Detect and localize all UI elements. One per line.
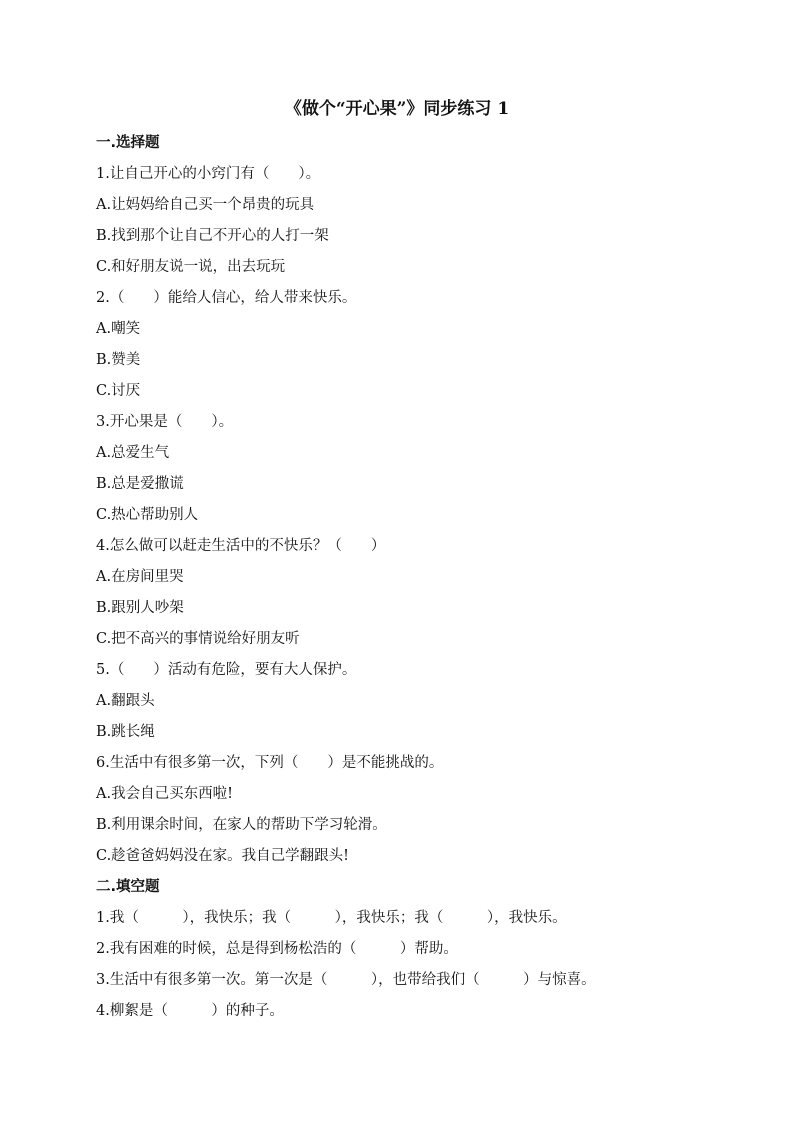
option-5a: A.翻跟头 — [96, 693, 155, 709]
page-title: 《做个“开心果”》同步练习 1 — [284, 99, 510, 119]
question-5: 5.（ ）活动有危险，要有大人保护。 — [96, 662, 357, 678]
option-2b: B.赞美 — [96, 352, 141, 368]
option-3c: C.热心帮助别人 — [96, 507, 199, 523]
question-3: 3.开心果是（ ）。 — [96, 414, 234, 430]
fill-question-1: 1.我（ ），我快乐；我（ ），我快乐；我（ ），我快乐。 — [96, 910, 567, 926]
option-4b: B.跟别人吵架 — [96, 600, 184, 616]
fill-question-3: 3.生活中有很多第一次。第一次是（ ），也带给我们（ ）与惊喜。 — [96, 972, 596, 988]
option-3b: B.总是爱撒谎 — [96, 476, 184, 492]
worksheet-content — [96, 130, 716, 1029]
option-5b: B.跳长绳 — [96, 724, 155, 740]
option-4a: A.在房间里哭 — [96, 569, 184, 585]
question-6: 6.生活中有很多第一次，下列（ ）是不能挑战的。 — [96, 755, 444, 771]
option-6b: B.利用课余时间，在家人的帮助下学习轮滑。 — [96, 817, 387, 833]
question-2: 2.（ ）能给人信心，给人带来快乐。 — [96, 290, 357, 306]
option-3a: A.总爱生气 — [96, 445, 170, 461]
option-2a: A.嘲笑 — [96, 321, 141, 337]
option-1a: A.让妈妈给自己买一个昂贵的玩具 — [96, 197, 315, 213]
option-1c: C.和好朋友说一说，出去玩玩 — [96, 259, 286, 275]
fill-question-2: 2.我有困难的时候，总是得到杨松浩的（ ）帮助。 — [96, 941, 458, 957]
option-4c: C.把不高兴的事情说给好朋友听 — [96, 631, 300, 647]
fill-question-4: 4.柳絮是（ ）的种子。 — [96, 1003, 284, 1019]
option-1b: B.找到那个让自己不开心的人打一架 — [96, 228, 329, 244]
option-2c: C.讨厌 — [96, 383, 141, 399]
section-heading-choice: 一.选择题 — [96, 135, 160, 151]
question-4: 4.怎么做可以赶走生活中的不快乐？（ ） — [96, 538, 386, 554]
question-1: 1.让自己开心的小窍门有（ ）。 — [96, 166, 321, 182]
option-6c: C.趁爸爸妈妈没在家。我自己学翻跟头! — [96, 848, 350, 864]
option-6a: A.我会自己买东西啦! — [96, 786, 233, 802]
section-heading-fill: 二.填空题 — [96, 879, 160, 895]
